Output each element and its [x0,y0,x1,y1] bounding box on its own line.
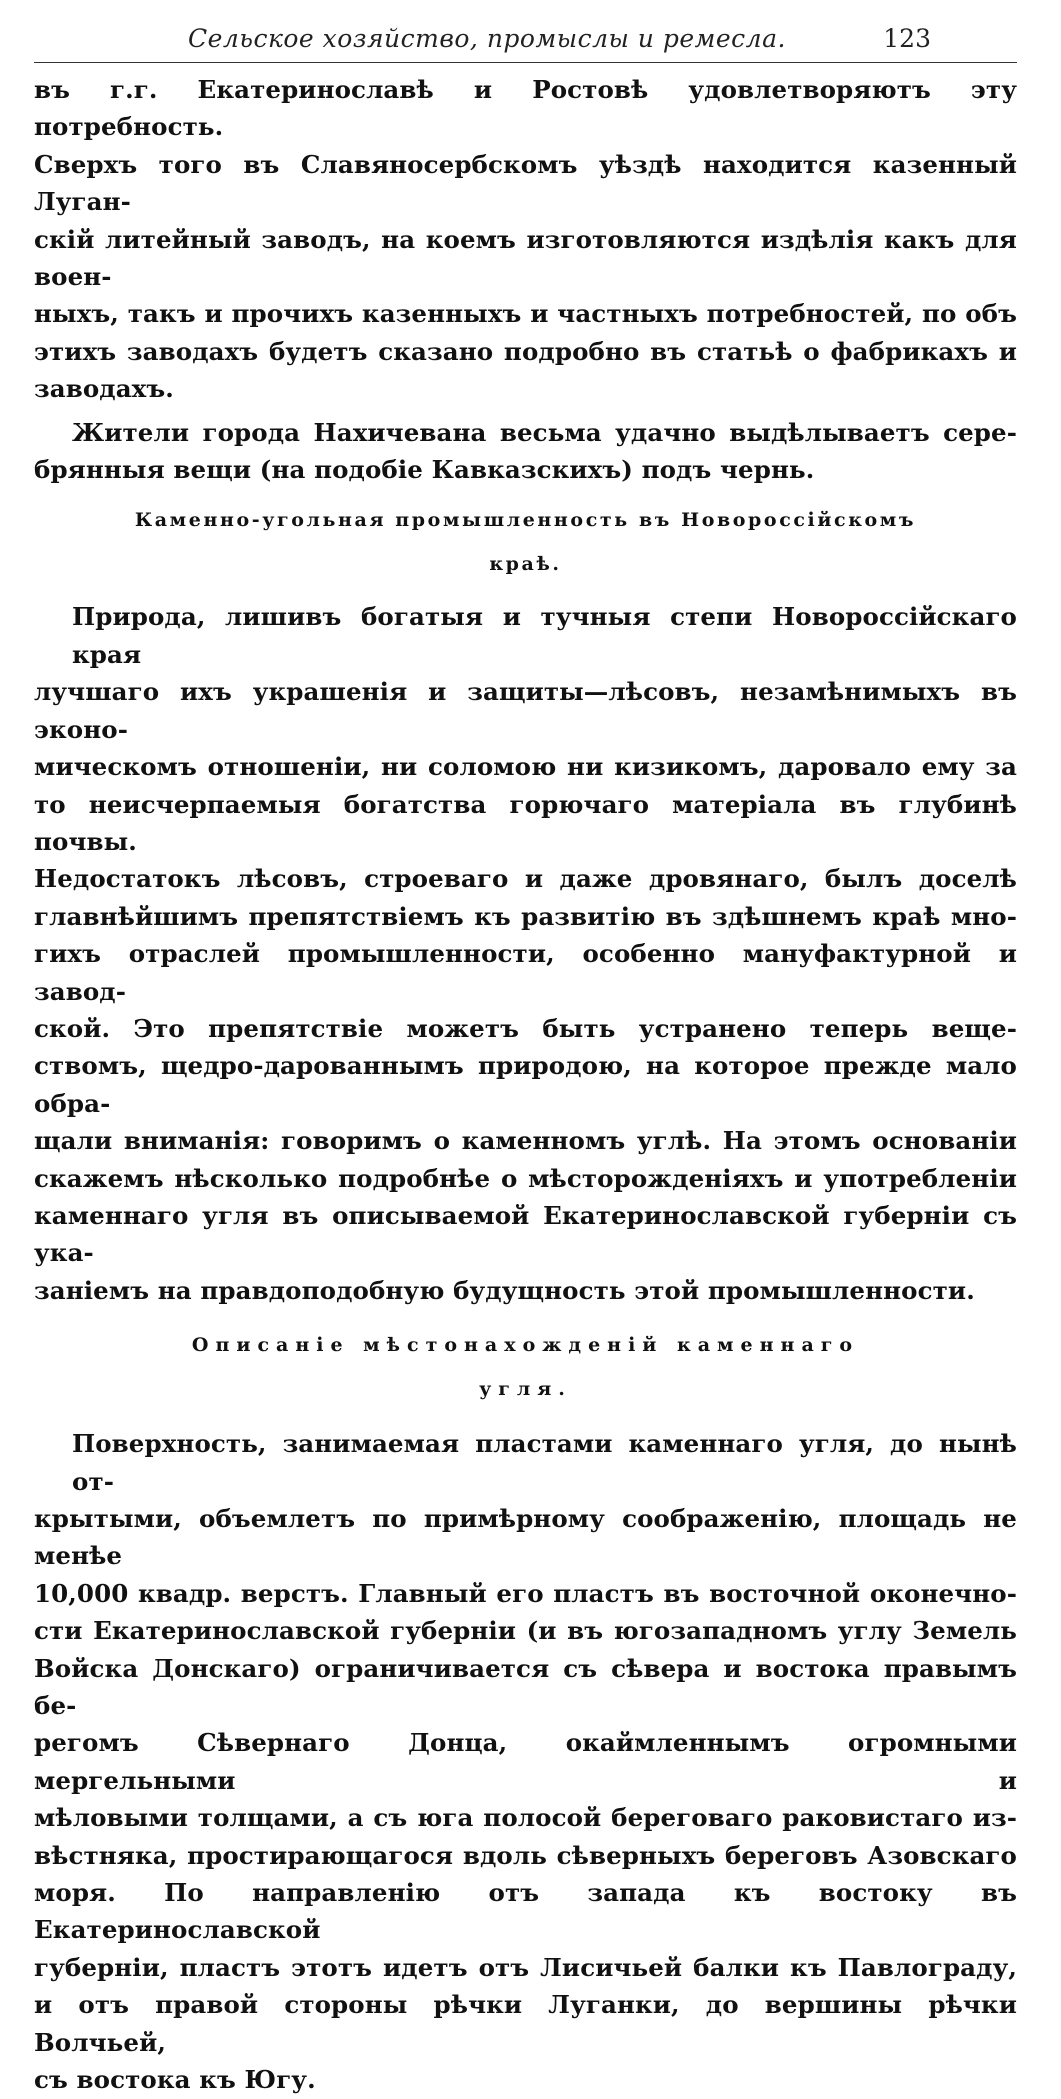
text-line: Жители города Нахичевана весьма удачно выдѣлываетъ сере- [72,417,1017,447]
text-line: брянныя вещи (на подобіе Кавказскихъ) подъ чернь. [34,455,815,485]
paragraph-nature [34,673,1017,1309]
paragraph-nakhichevan [34,414,1017,451]
text-line: лучшаго ихъ украшенія и защиты—лѣсовъ, незамѣнимыхъ въ эконо- [34,677,1017,744]
text-line: то неисчерпаемыя богатства горючаго матеріала въ глубинѣ почвы. [34,789,1017,856]
paragraph-nature-first [34,598,1017,673]
page-number: 123 [883,24,931,53]
text-line: моря. По направленію отъ запада къ востоку въ Екатеринославской [34,1878,1017,1945]
text-line: и отъ правой стороны рѣчки Луганки, до вершины рѣчки Волчьей, [34,1990,1017,2057]
text-line: 10,000 квадр. верстъ. Главный его пластъ въ восточной оконечно- [34,1578,1017,1608]
paragraph-surface [34,1500,1017,2099]
text-line: съ востока къ Югу. [34,2065,316,2095]
text-line: сти Екатеринославской губерніи (и въ югозападномъ углу Земель [34,1616,1017,1646]
text-line: Недостатокъ лѣсовъ, строеваго и даже дровянаго, былъ доселѣ [34,864,1017,894]
text-line: скажемъ нѣсколько подробнѣе о мѣсторожденіяхъ и употребленіи [34,1163,1017,1193]
paragraph-surface-first [34,1425,1017,1500]
text-line: каменнаго угля въ описываемой Екатеринославской губерніи съ ука- [34,1200,1017,1268]
text-line: Сверхъ того въ Славяносербскомъ уѣздѣ находится казенный Луган- [34,149,1017,217]
text-line: Войска Донскаго) ограничивается съ сѣвера и востока правымъ бе- [34,1653,1017,1721]
running-title: Сельское хозяйство, промыслы и ремесла. [188,24,786,53]
section-heading-coal-industry [34,498,1017,586]
paragraph-continuation [34,71,1017,408]
text-line: гихъ отраслей промышленности, особенно мануфактурной и завод- [34,939,1017,1006]
text-line: вѣстняка, простирающагося вдоль сѣверныхъ береговъ Азовскаго [34,1840,1017,1870]
book-page [34,20,1017,2099]
text-line: мическомъ отношеніи, ни соломою ни кизикомъ, даровало ему за [34,752,1017,782]
heading-line: Каменно-угольная промышленность въ Новороссійскомъ [134,509,917,532]
text-line: ствомъ, щедро-дарованнымъ природою, на которое прежде мало обра- [34,1051,1017,1118]
heading-line: угля. [479,1378,572,1401]
text-line: ской. Это препятствіе можетъ быть устранено теперь веще- [34,1013,1017,1043]
text-line: ныхъ, такъ и прочихъ казенныхъ и частныхъ потребностей, по объ [34,299,1017,329]
heading-line: краѣ. [489,553,562,576]
section-heading-coal-deposits [34,1323,1017,1411]
text-line: крытыми, объемлетъ по примѣрному соображенію, площадь не менѣе [34,1504,1017,1571]
text-line: Природа, лишивъ богатыя и тучныя степи Новороссійскаго края [72,602,1017,669]
text-line: заводахъ. [34,374,174,404]
text-line: губерніи, пластъ этотъ идетъ отъ Лисичьей балки къ Павлограду, [34,1952,1017,1982]
text-line: регомъ Сѣвернаго Донца, окаймленнымъ огромными мергельными и [34,1728,1017,1795]
text-line: заніемъ на правдоподобную будущность этой промышленности. [34,1275,975,1305]
text-line: щали вниманія: говоримъ о каменномъ углѣ. На этомъ основаніи [34,1126,1017,1156]
text-line: мѣловыми толщами, а съ юга полосой береговаго раковистаго из- [34,1803,1017,1833]
running-header [34,20,1017,63]
text-line: скій литейный заводъ, на коемъ изготовляются издѣлія какъ для воен- [34,224,1017,292]
paragraph-nakhichevan-cont [34,451,1017,488]
text-line: въ г.г. Екатеринославѣ и Ростовѣ удовлетворяютъ эту потребность. [34,75,1017,142]
text-line: этихъ заводахъ будетъ сказано подробно въ статьѣ о фабрикахъ и [34,336,1017,366]
heading-line: Описаніе мѣстонахожденій каменнаго [191,1334,860,1357]
text-line: главнѣйшимъ препятствіемъ къ развитію въ здѣшнемъ краѣ мно- [34,901,1017,931]
text-line: Поверхность, занимаемая пластами каменнаго угля, до нынѣ от- [72,1429,1017,1496]
